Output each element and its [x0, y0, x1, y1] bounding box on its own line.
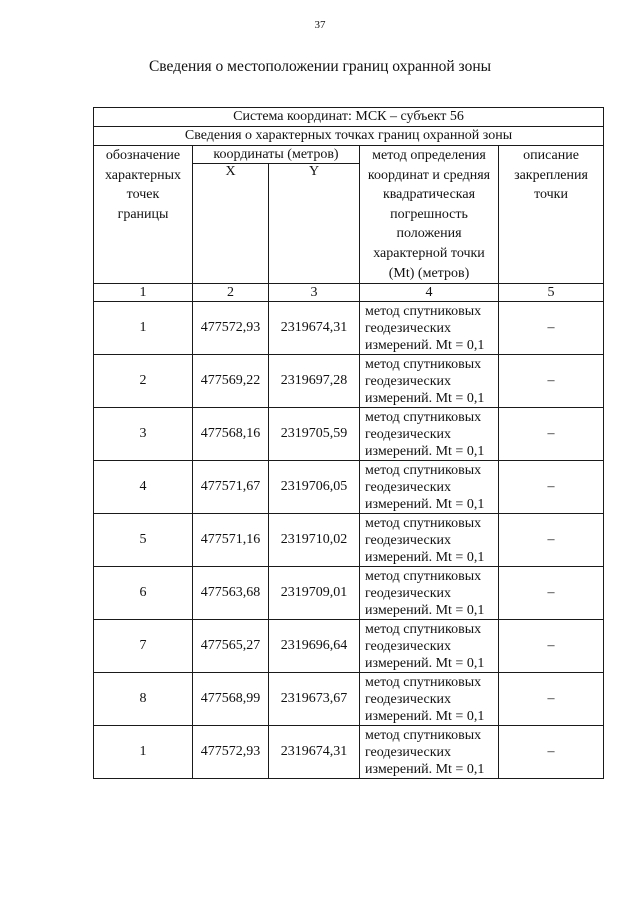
x-coordinate-cell: 477571,67	[193, 461, 269, 514]
method-line: измерений. Mt = 0,1	[365, 602, 485, 618]
method-cell	[360, 726, 499, 779]
method-line: измерений. Mt = 0,1	[365, 761, 485, 777]
header-row-1	[94, 146, 604, 164]
page-number: 37	[314, 19, 326, 31]
description-cell: –	[499, 673, 604, 726]
point-number-cell: 1	[94, 726, 193, 779]
table-row	[94, 726, 604, 779]
point-number-cell: 2	[94, 355, 193, 408]
table-row	[94, 567, 604, 620]
x-coordinate-cell: 477571,16	[193, 514, 269, 567]
x-coordinate-cell: 477568,16	[193, 408, 269, 461]
method-line: метод спутниковых	[365, 462, 482, 478]
boundary-points-table	[93, 107, 604, 779]
table-row	[94, 302, 604, 355]
y-coordinate-cell: 2319705,59	[269, 408, 360, 461]
x-coordinate-cell: 477565,27	[193, 620, 269, 673]
method-line: измерений. Mt = 0,1	[365, 496, 485, 512]
header-y: Y	[269, 164, 360, 284]
method-line: геодезических	[365, 585, 452, 601]
method-cell	[360, 567, 499, 620]
header-method-line: (Mt) (метров)	[388, 265, 470, 281]
header-description-line: описание	[523, 148, 579, 163]
method-line: измерений. Mt = 0,1	[365, 549, 485, 565]
table-row	[94, 673, 604, 726]
method-line: геодезических	[365, 479, 452, 495]
point-number-cell: 8	[94, 673, 193, 726]
method-line: измерений. Mt = 0,1	[365, 390, 485, 406]
x-coordinate-cell: 477568,99	[193, 673, 269, 726]
column-number: 4	[360, 284, 499, 302]
method-line: геодезических	[365, 373, 452, 389]
column-number-row	[94, 284, 604, 302]
header-method-line: координат и средняя	[367, 167, 491, 183]
table-subtitle-row	[94, 127, 604, 146]
column-number: 5	[499, 284, 604, 302]
method-line: геодезических	[365, 744, 452, 760]
header-method-line: метод определения	[372, 148, 486, 163]
method-line: геодезических	[365, 426, 452, 442]
method-line: геодезических	[365, 691, 452, 707]
y-coordinate-cell: 2319673,67	[269, 673, 360, 726]
method-line: метод спутниковых	[365, 568, 482, 584]
x-coordinate-cell: 477572,93	[193, 302, 269, 355]
header-description-line: закрепления	[514, 167, 588, 183]
x-coordinate-cell: 477572,93	[193, 726, 269, 779]
method-cell	[360, 355, 499, 408]
y-coordinate-cell: 2319709,01	[269, 567, 360, 620]
method-line: измерений. Mt = 0,1	[365, 708, 485, 724]
x-coordinate-cell: 477563,68	[193, 567, 269, 620]
y-coordinate-cell: 2319710,02	[269, 514, 360, 567]
method-cell	[360, 620, 499, 673]
coordinate-system-cell: Система координат: МСК – субъект 56	[94, 108, 604, 127]
point-number-cell: 7	[94, 620, 193, 673]
method-cell	[360, 461, 499, 514]
y-coordinate-cell: 2319706,05	[269, 461, 360, 514]
column-number: 2	[193, 284, 269, 302]
header-description-line: точки	[534, 187, 568, 203]
table-row	[94, 461, 604, 514]
method-line: измерений. Mt = 0,1	[365, 337, 485, 353]
point-number-cell: 1	[94, 302, 193, 355]
table-row	[94, 408, 604, 461]
description-cell: –	[499, 408, 604, 461]
method-line: геодезических	[365, 532, 452, 548]
y-coordinate-cell: 2319674,31	[269, 726, 360, 779]
column-number: 1	[94, 284, 193, 302]
method-line: геодезических	[365, 320, 452, 336]
header-description	[499, 146, 604, 284]
point-number-cell: 3	[94, 408, 193, 461]
header-method-line: характерной точки	[373, 245, 485, 261]
method-cell	[360, 514, 499, 567]
method-line: измерений. Mt = 0,1	[365, 443, 485, 459]
method-line: метод спутниковых	[365, 621, 482, 637]
header-method-line: квадратическая	[382, 187, 476, 203]
description-cell: –	[499, 355, 604, 408]
method-cell	[360, 408, 499, 461]
point-number-cell: 6	[94, 567, 193, 620]
table-subtitle-cell: Сведения о характерных точках границ охранной зоны	[94, 127, 604, 146]
method-line: метод спутниковых	[365, 515, 482, 531]
description-cell: –	[499, 461, 604, 514]
column-number: 3	[269, 284, 360, 302]
y-coordinate-cell: 2319674,31	[269, 302, 360, 355]
coordinate-system-row	[94, 108, 604, 127]
header-x: X	[193, 164, 269, 284]
point-number-cell: 4	[94, 461, 193, 514]
header-coordinates: координаты (метров)	[193, 146, 360, 164]
description-cell: –	[499, 567, 604, 620]
method-line: геодезических	[365, 638, 452, 654]
description-cell: –	[499, 514, 604, 567]
method-cell	[360, 302, 499, 355]
header-designation-line: характерных	[104, 167, 182, 183]
header-designation	[94, 146, 193, 284]
table-row	[94, 355, 604, 408]
description-cell: –	[499, 620, 604, 673]
method-line: метод спутниковых	[365, 727, 482, 743]
header-method	[360, 146, 499, 284]
header-method-line: положения	[396, 226, 462, 242]
table-row	[94, 514, 604, 567]
header-designation-line: обозначение	[105, 148, 181, 163]
method-cell	[360, 673, 499, 726]
description-cell: –	[499, 302, 604, 355]
method-line: метод спутниковых	[365, 303, 482, 319]
table-row	[94, 620, 604, 673]
method-line: метод спутниковых	[365, 674, 482, 690]
y-coordinate-cell: 2319697,28	[269, 355, 360, 408]
document-title: Сведения о местоположении границ охранной зоны	[148, 58, 492, 75]
method-line: метод спутниковых	[365, 356, 482, 372]
header-method-line: погрешность	[390, 206, 468, 222]
x-coordinate-cell: 477569,22	[193, 355, 269, 408]
description-cell: –	[499, 726, 604, 779]
method-line: метод спутниковых	[365, 409, 482, 425]
header-designation-line: точек	[126, 187, 160, 203]
point-number-cell: 5	[94, 514, 193, 567]
y-coordinate-cell: 2319696,64	[269, 620, 360, 673]
method-line: измерений. Mt = 0,1	[365, 655, 485, 671]
header-designation-line: границы	[117, 206, 169, 222]
